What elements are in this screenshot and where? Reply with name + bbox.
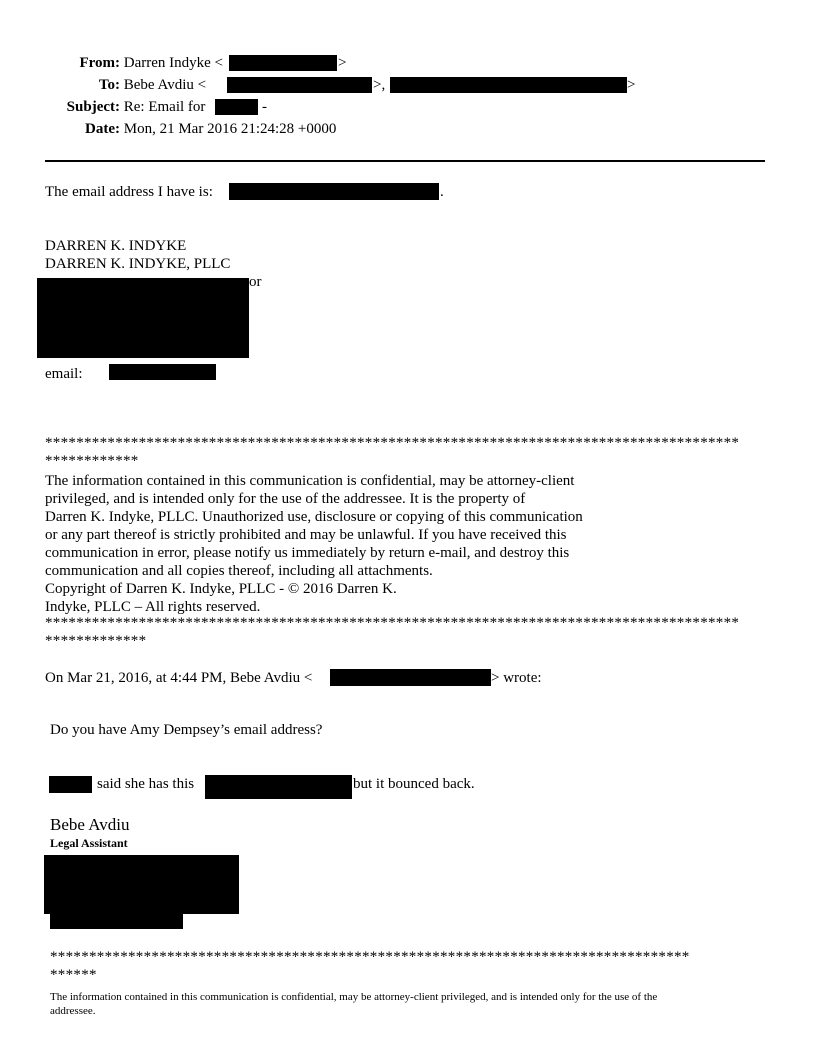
- redaction-signature-email: [109, 364, 216, 380]
- header-divider: [45, 160, 765, 162]
- disclaimer-line: The information contained in this communication is confidential, may be attorney-client: [45, 473, 575, 489]
- redaction-from-email: [229, 55, 337, 71]
- redaction-subject-name: [215, 99, 258, 115]
- disclaimer2-body: [50, 990, 657, 1018]
- redaction-quoted-name: [49, 776, 92, 793]
- disclaimer2-line: addressee.: [50, 1005, 96, 1017]
- signature-email-label: email:: [45, 366, 83, 382]
- subject-row: [45, 96, 205, 118]
- reply-intro-end: .: [440, 184, 444, 200]
- disclaimer-stars-top-1: *****************************************************************************************: [45, 435, 740, 451]
- redaction-quoted-signature-2: [50, 912, 183, 929]
- disclaimer-line: communication in error, please notify us immediately by return e-mail, and destroy this: [45, 545, 570, 561]
- disclaimer-stars-top-2: ************: [45, 453, 139, 469]
- quoted-question: Do you have Amy Dempsey’s email address?: [50, 722, 323, 738]
- redaction-signature-address: [37, 278, 249, 358]
- to-row: [45, 74, 206, 96]
- redaction-to-email-1: [227, 77, 372, 93]
- disclaimer-line: Copyright of Darren K. Indyke, PLLC - © 2016 Darren K.: [45, 581, 397, 597]
- disclaimer-body: [45, 472, 583, 616]
- quoted-on-line-start: On Mar 21, 2016, at 4:44 PM, Bebe Avdiu <: [45, 670, 313, 686]
- redaction-quoted-email: [330, 669, 491, 686]
- redaction-quoted-address: [205, 775, 352, 799]
- disclaimer-line: communication and all copies thereof, including all attachments.: [45, 563, 433, 579]
- disclaimer-line: Indyke, PLLC – All rights reserved.: [45, 599, 261, 615]
- reply-intro: The email address I have is:: [45, 184, 213, 200]
- disclaimer-line: or any part thereof is strictly prohibited and may be unlawful. If you have received this: [45, 527, 567, 543]
- disclaimer-stars-bottom-1: *****************************************************************************************: [45, 615, 740, 631]
- disclaimer-stars-bottom-2: *************: [45, 633, 147, 649]
- to-close: >: [627, 77, 636, 93]
- quoted-sender-name: Bebe Avdiu: [50, 815, 130, 834]
- signature-partial: or: [249, 274, 262, 290]
- quoted-said-part: said she has this: [97, 776, 195, 792]
- to-sep: >,: [373, 77, 386, 93]
- redaction-to-email-2: [390, 77, 627, 93]
- date-value: Mon, 21 Mar 2016 21:24:28 +0000: [123, 121, 337, 137]
- disclaimer2-line: The information contained in this communication is confidential, may be attorney-client privileged, and is intended only for the use of the: [50, 991, 658, 1003]
- date-row: [45, 118, 336, 140]
- signature-firm: DARREN K. INDYKE, PLLC: [45, 256, 231, 272]
- disclaimer2-stars-1: **********************************************************************************: [50, 949, 690, 965]
- quoted-sender-title: Legal Assistant: [50, 836, 128, 850]
- disclaimer-line: privileged, and is intended only for the use of the addressee. It is the property of: [45, 491, 526, 507]
- to-label: To:: [98, 77, 120, 93]
- disclaimer-line: Darren K. Indyke, PLLC. Unauthorized use, disclosure or copying of this communication: [45, 509, 583, 525]
- to-value: Bebe Avdiu <: [123, 77, 207, 93]
- subject-tail: -: [262, 99, 267, 115]
- signature-name: DARREN K. INDYKE: [45, 238, 187, 254]
- subject-value: Re: Email for: [123, 99, 206, 115]
- quoted-bounced-part: but it bounced back.: [353, 776, 475, 792]
- from-label: From:: [79, 55, 120, 71]
- quoted-on-line-end: > wrote:: [491, 670, 542, 686]
- from-value: Darren Indyke <: [123, 55, 224, 71]
- redaction-quoted-signature-1: [44, 855, 239, 914]
- redaction-reply-email: [229, 183, 439, 200]
- disclaimer2-stars-2: ******: [50, 967, 97, 983]
- subject-label: Subject:: [66, 99, 120, 115]
- from-close: >: [338, 55, 347, 71]
- date-label: Date:: [85, 121, 120, 137]
